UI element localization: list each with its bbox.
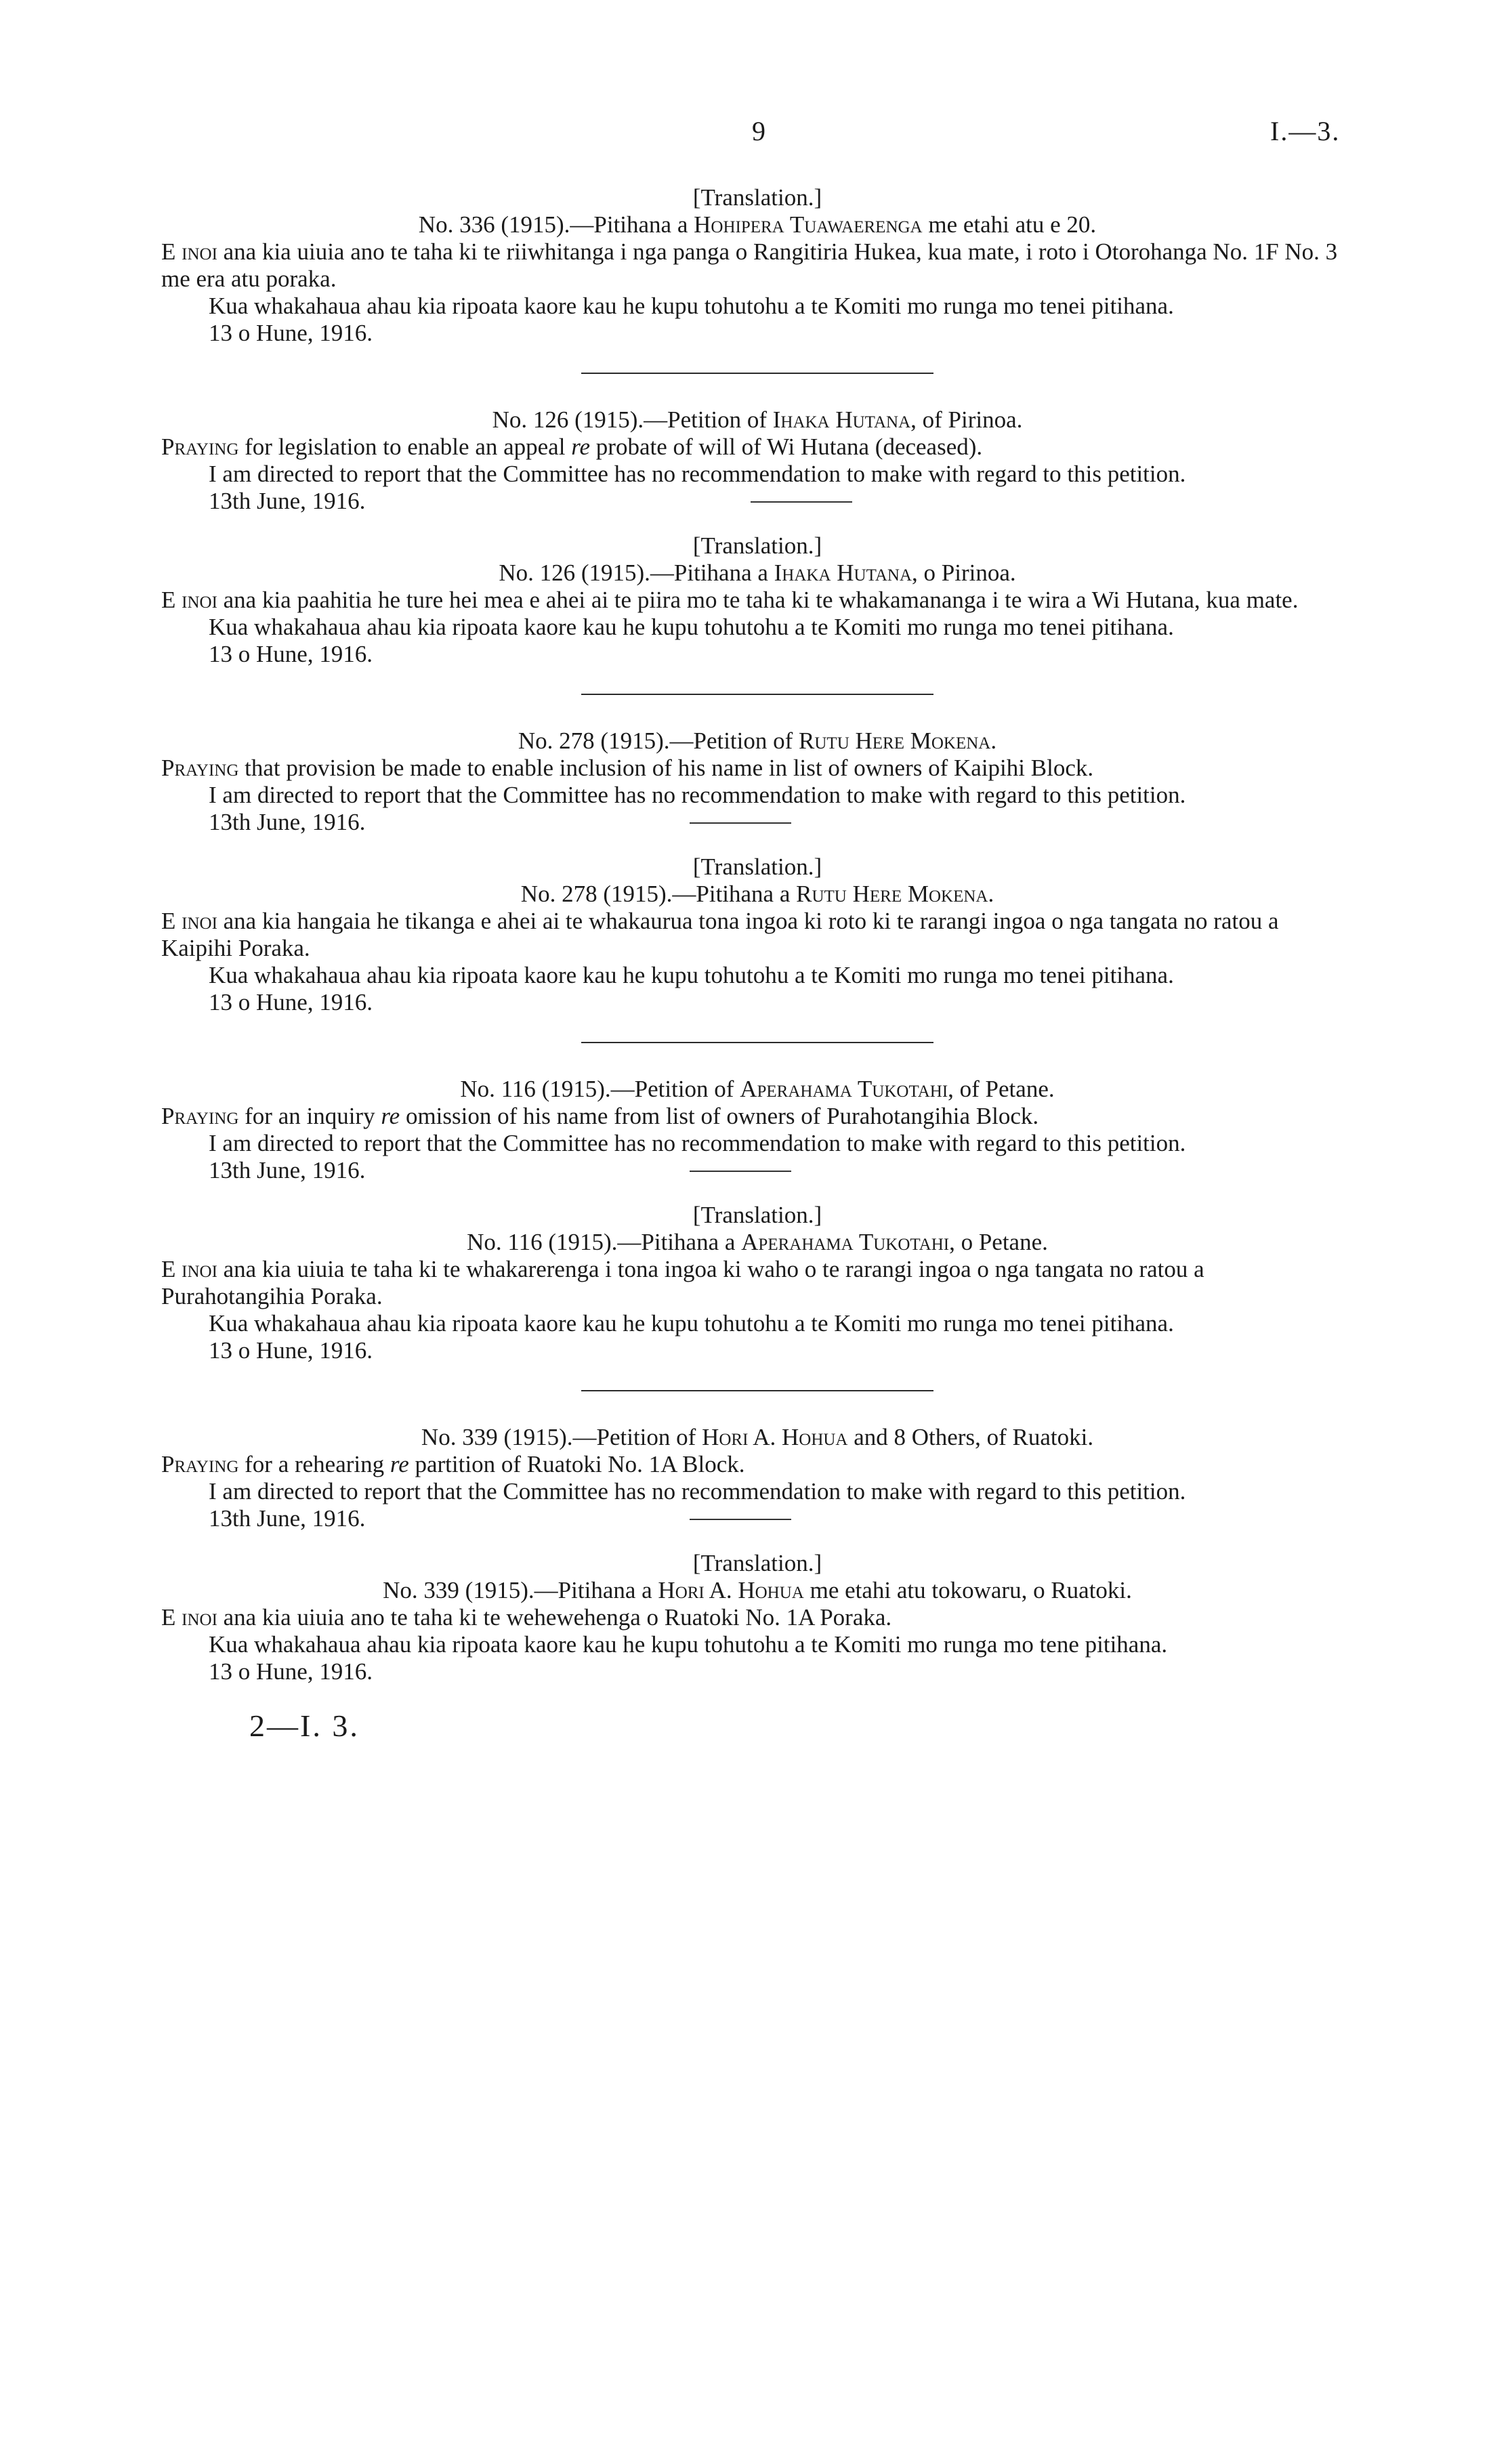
prayer-text: omission of his name from list of owners of Purahotangihia Block. [400, 1103, 1039, 1129]
section-divider [581, 694, 933, 695]
petition-126 [161, 406, 1353, 671]
section-divider [581, 1390, 933, 1391]
opening-word: Praying [161, 1451, 239, 1477]
date-line [161, 1658, 1353, 1688]
opening-word: E inoi [161, 908, 217, 934]
heading-suffix: and 8 Others, of Ruatoki. [847, 1424, 1094, 1450]
translation-prayer [161, 1604, 1353, 1631]
heading-prefix: No. 339 (1915).—Petition of [421, 1424, 702, 1450]
opening-word: E inoi [161, 1256, 217, 1282]
petition-heading [161, 1076, 1353, 1103]
heading-prefix: No. 116 (1915).—Pitihana a [467, 1229, 742, 1255]
prayer-text: ana kia uiuia te taha ki te whakarerenga i tona ingoa ki waho o te rarangi ingoa o nga tangata no ratou a Purahotangihia Poraka. [161, 1256, 1204, 1309]
translation-heading [161, 560, 1353, 587]
date-line [161, 641, 1353, 671]
short-divider [690, 822, 791, 824]
date-text: 13th June, 1916. [209, 488, 366, 514]
date-line [161, 1337, 1353, 1367]
translation-label: [Translation.] [692, 184, 822, 211]
heading-prefix: No. 339 (1915).—Pitihana a [383, 1577, 658, 1603]
re-italic: re [390, 1451, 409, 1477]
date-text: 13 o Hune, 1916. [209, 641, 373, 667]
committee-report: Kua whakahaua ahau kia ripoata kaore kau he kupu tohutohu a te Komiti mo runga mo tenei pitihana. [209, 293, 1174, 319]
short-divider [690, 1519, 791, 1520]
document-body [161, 183, 1353, 1743]
date-text: 13 o Hune, 1916. [209, 320, 373, 346]
document-reference: I.—3. [1270, 116, 1341, 146]
heading-suffix: me etahi atu tokowaru, o Ruatoki. [803, 1577, 1132, 1603]
heading-prefix: No. 126 (1915).—Pitihana a [499, 560, 774, 586]
prayer-text: ana kia paahitia he ture hei mea e ahei ai te piira mo te taha ki te whakamananga i te wira a Wi Hutana, kua mate. [217, 587, 1299, 613]
prayer-paragraph [161, 238, 1353, 293]
translation-heading [161, 881, 1353, 908]
translation-label: [Translation.] [692, 1202, 822, 1228]
petition-heading [161, 1424, 1353, 1451]
date-text: 13 o Hune, 1916. [209, 1658, 373, 1685]
committee-report: I am directed to report that the Committee has no recommendation to make with regard to this petition. [209, 782, 1186, 808]
heading-suffix: . [988, 881, 994, 907]
translation-report: Kua whakahaua ahau kia ripoata kaore kau he kupu tohutohu a te Komiti mo runga mo tenei pitihana. [209, 962, 1174, 988]
prayer-text: partition of Ruatoki No. 1A Block. [408, 1451, 745, 1477]
date-text: 13th June, 1916. [209, 1157, 366, 1183]
committee-report: I am directed to report that the Committee has no recommendation to make with regard to this petition. [209, 1478, 1186, 1505]
prayer-text: ana kia hangaia he tikanga e ahei ai te whakaurua tona ingoa ki roto ki te rarangi ingoa o nga tangata no ratou a Kaipihi Poraka. [161, 908, 1279, 961]
re-italic: re [571, 434, 591, 460]
prayer-text: for a rehearing [238, 1451, 390, 1477]
signature-mark: 2—I. 3. [249, 1708, 360, 1743]
page-header [0, 115, 1512, 163]
date-line [161, 809, 1353, 839]
prayer-text: for legislation to enable an appeal [238, 434, 572, 460]
prayer-text: ana kia uiuia ano te taha ki te wehewehenga o Ruatoki No. 1A Poraka. [217, 1604, 892, 1631]
date-line [161, 989, 1353, 1019]
heading-prefix: No. 278 (1915).—Pitihana a [520, 881, 797, 907]
opening-word: E inoi [161, 238, 217, 265]
petitioner-name: Ihaka Hutana [772, 406, 911, 433]
heading-prefix: No. 278 (1915).—Petition of [518, 728, 799, 754]
petition-116 [161, 1076, 1353, 1367]
petitioner-name: Rutu Here Mokena [796, 881, 988, 907]
petitioner-name: Hori A. Hohua [702, 1424, 848, 1450]
petitioner-name: Hori A. Hohua [658, 1577, 804, 1603]
committee-report: I am directed to report that the Committee has no recommendation to make with regard to this petition. [209, 461, 1186, 487]
petitioner-name: Rutu Here Mokena [799, 728, 991, 754]
translation-heading [161, 1577, 1353, 1604]
translation-report: Kua whakahaua ahau kia ripoata kaore kau he kupu tohutohu a te Komiti mo runga mo tenei pitihana. [209, 1310, 1174, 1337]
opening-word: Praying [161, 1103, 239, 1129]
translation-prayer [161, 908, 1353, 962]
short-divider [690, 1171, 791, 1172]
committee-report: I am directed to report that the Committee has no recommendation to make with regard to this petition. [209, 1130, 1186, 1156]
heading-prefix: No. 116 (1915).—Petition of [460, 1076, 740, 1102]
petition-heading [161, 728, 1353, 755]
opening-word: E inoi [161, 1604, 217, 1631]
date-text: 13 o Hune, 1916. [209, 989, 373, 1015]
petitioner-name: Ihaka Hutana [774, 560, 912, 586]
prayer-text: probate of will of Wi Hutana (deceased). [590, 434, 983, 460]
date-line [161, 320, 1353, 350]
section-divider [581, 373, 933, 374]
petition-heading [161, 406, 1353, 434]
heading-suffix: , o Pirinoa. [912, 560, 1016, 586]
translation-prayer [161, 1256, 1353, 1310]
page-number: 9 [752, 116, 765, 146]
translation-report: Kua whakahaua ahau kia ripoata kaore kau he kupu tohutohu a te Komiti mo runga mo tene pitihana. [209, 1631, 1168, 1658]
heading-suffix: , of Pirinoa. [910, 406, 1023, 433]
translation-label: [Translation.] [692, 532, 822, 559]
prayer-text: ana kia uiuia ano te taha ki te riiwhitanga i nga panga o Rangitiria Hukea, kua mate, i roto i Otorohanga No. 1F No. 3 me era atu poraka. [161, 238, 1338, 292]
prayer-paragraph [161, 1451, 1353, 1478]
translation-label: [Translation.] [692, 1550, 822, 1576]
petitioner-name: Hohipera Tuawaerenga [694, 211, 923, 238]
heading-prefix: No. 126 (1915).—Petition of [492, 406, 773, 433]
opening-word: Praying [161, 434, 239, 460]
heading-suffix: , of Petane. [948, 1076, 1055, 1102]
date-line [161, 1157, 1353, 1187]
heading-suffix: , o Petane. [949, 1229, 1048, 1255]
prayer-text: for an inquiry [238, 1103, 381, 1129]
date-text: 13 o Hune, 1916. [209, 1337, 373, 1364]
date-text: 13th June, 1916. [209, 809, 366, 835]
prayer-paragraph [161, 755, 1353, 782]
petition-278 [161, 728, 1353, 1019]
petition-339 [161, 1424, 1353, 1688]
prayer-paragraph [161, 1103, 1353, 1130]
opening-word: Praying [161, 755, 239, 781]
petitioner-name: Aperahama Tukotahi [741, 1229, 950, 1255]
petitioner-name: Aperahama Tukotahi [740, 1076, 948, 1102]
heading-prefix: No. 336 (1915).—Pitihana a [418, 211, 694, 238]
heading-suffix: . [990, 728, 997, 754]
section-divider [581, 1042, 933, 1043]
translation-prayer [161, 587, 1353, 614]
translation-heading [161, 1229, 1353, 1256]
short-divider [751, 501, 852, 503]
translation-report: Kua whakahaua ahau kia ripoata kaore kau he kupu tohutohu a te Komiti mo runga mo tenei pitihana. [209, 614, 1174, 640]
heading-suffix: me etahi atu e 20. [922, 211, 1097, 238]
prayer-paragraph [161, 434, 1353, 461]
date-line [161, 1505, 1353, 1535]
petition-heading [161, 211, 1353, 238]
date-line [161, 488, 1353, 518]
prayer-text: that provision be made to enable inclusion of his name in list of owners of Kaipihi Block. [238, 755, 1094, 781]
re-italic: re [381, 1103, 400, 1129]
opening-word: E inoi [161, 587, 217, 613]
translation-label: [Translation.] [692, 854, 822, 880]
date-text: 13th June, 1916. [209, 1505, 366, 1532]
petition-336-translation [161, 184, 1353, 350]
